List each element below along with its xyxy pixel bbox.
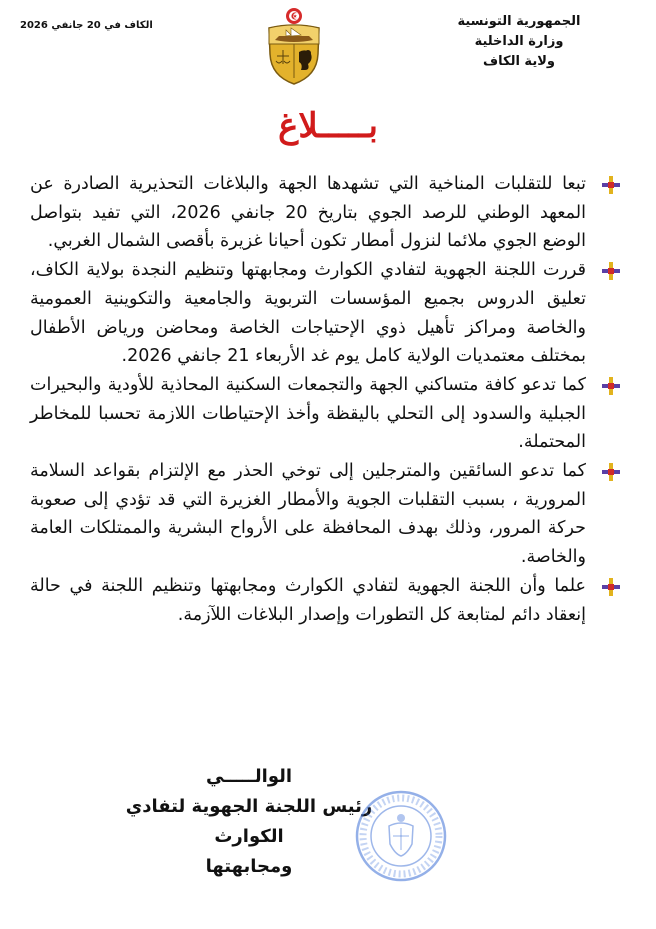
signatory-role: الوالـــــي xyxy=(205,766,293,787)
governorate-name: ولاية الكاف xyxy=(483,54,555,69)
bullet-icon xyxy=(602,377,620,395)
republic-name: الجمهورية التونسية xyxy=(457,14,581,29)
signature-block xyxy=(124,762,374,882)
signatory-title-line1: رئيس اللجنة الجهوية لتفادي الكوارث xyxy=(125,796,373,847)
bullet-icon xyxy=(602,176,620,194)
bullet-icon xyxy=(602,262,620,280)
paragraph-3 xyxy=(30,371,626,457)
paragraph-text: كما تدعو كافة متساكني الجهة والتجمعات السكنية المحاذية للأودية والبحيرات الجبلية والسدود إلى التحلي باليقظة وأخذ الإحتياطات اللازمة تحسبا للمخاطر المحتملة. xyxy=(30,374,586,453)
tunisia-coat-of-arms-icon xyxy=(261,6,327,86)
official-stamp-icon xyxy=(355,790,447,882)
signatory-title-line2: ومجابهتها xyxy=(205,856,293,877)
paragraph-text: قررت اللجنة الجهوية لتفادي الكوارث ومجابهتها وتنظيم النجدة بولاية الكاف، تعليق الدروس بجميع المؤسسات التربوية والجامعية والتكوينية العمومية والخاصة ومراكز تأهيل ذوي الإحتياجات الخاصة ومحاضن ورياض الأطفال بمختلف معتمديات الولاية كامل يوم غد الأربعاء 21 جانفي 2026. xyxy=(30,260,586,367)
paragraph-5 xyxy=(30,572,626,629)
paragraph-text: علما وأن اللجنة الجهوية لتفادي الكوارث ومجابهتها وتنظيم اللجنة في حالة إنعقاد دائم لمتابعة كل التطورات وإصدار البلاغات اللآزمة. xyxy=(30,575,586,625)
paragraph-2 xyxy=(30,256,626,371)
paragraph-text: كما تدعو السائقين والمترجلين إلى توخي الحذر مع الإلتزام بقواعد السلامة المرورية ، بسبب التقلبات الجوية والأمطار الغزيرة التي قد تؤدي إلى صعوبة حركة المرور، وذلك بهدف المحافظة على الأرواح البشرية والممتلكات العامة والخاصة. xyxy=(30,461,586,568)
place-date: الكاف في 20 جانفي 2026 xyxy=(20,20,153,31)
bullet-icon xyxy=(602,578,620,596)
paragraph-4 xyxy=(30,457,626,572)
bullet-icon xyxy=(602,463,620,481)
announcement-body xyxy=(30,170,626,629)
issuer-block xyxy=(444,12,594,72)
paragraph-1 xyxy=(30,170,626,256)
ministry-name: وزارة الداخلية xyxy=(474,34,564,49)
document-title: بـــــلاغ xyxy=(278,106,378,146)
paragraph-text: تبعا للتقلبات المناخية التي تشهدها الجهة والبلاغات التحذيرية الصادرة عن المعهد الوطني للرصد الجوي بتاريخ 20 جانفي 2026، التي تفيد بتواصل الوضع الجوي ملائما لنزول أمطار تكون أحيانا غزيرة بأقصى الشمال الغربي. xyxy=(30,174,586,252)
